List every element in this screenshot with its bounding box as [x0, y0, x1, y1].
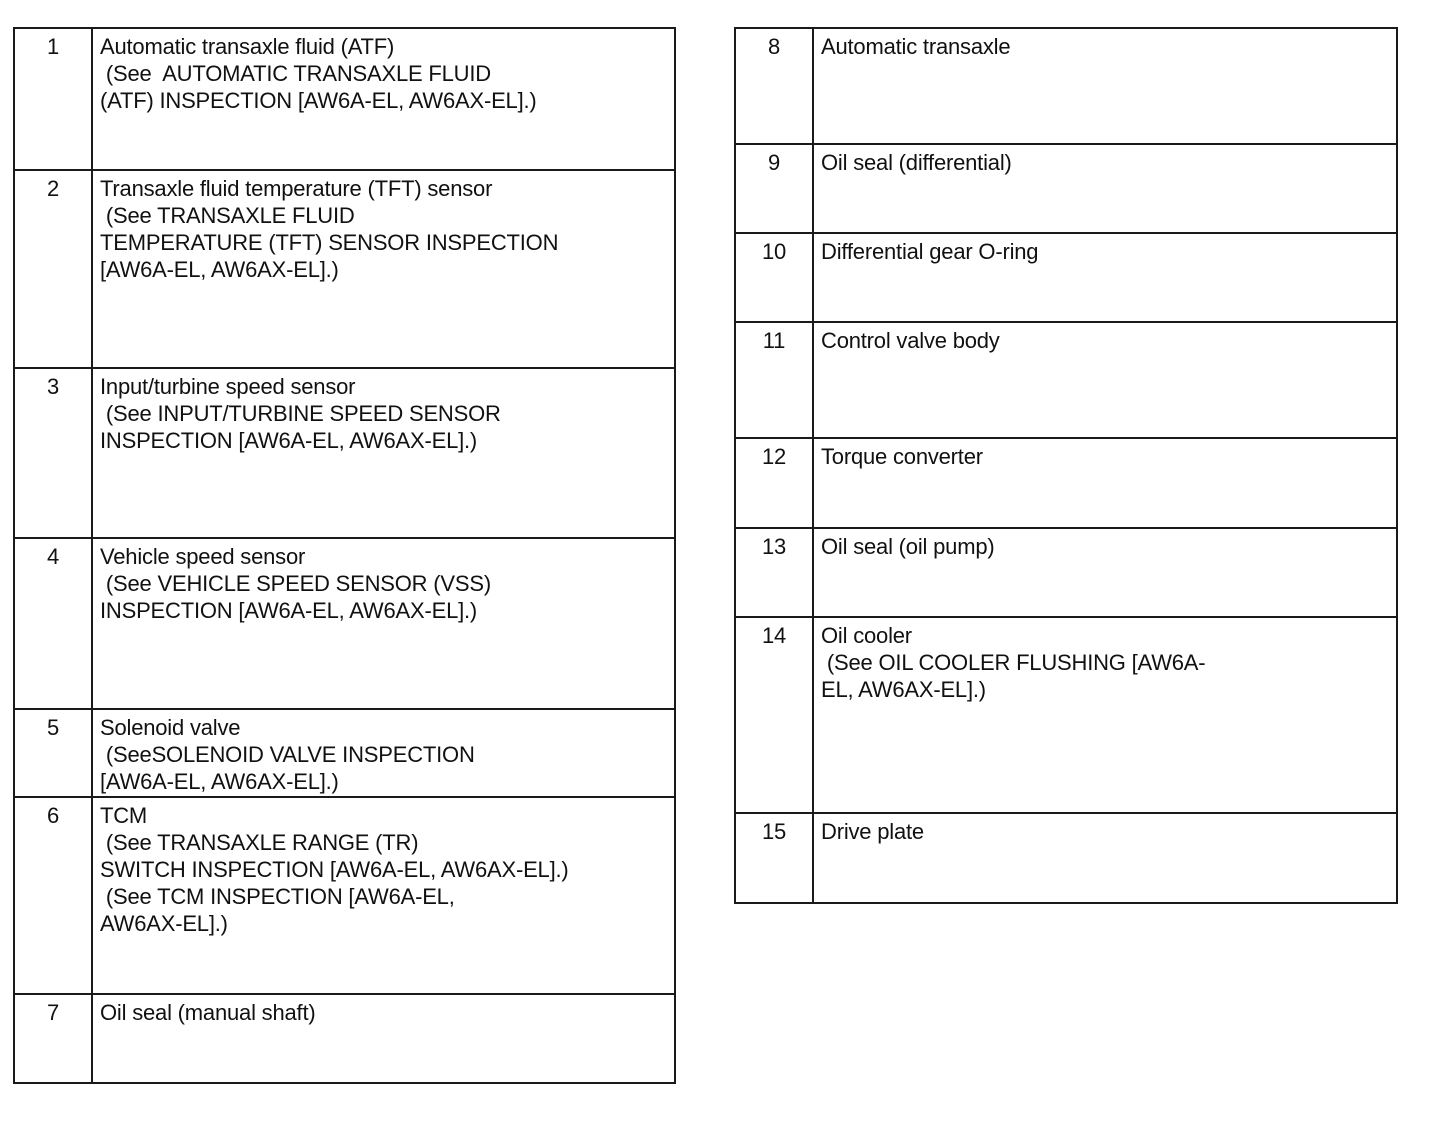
- item-description: [813, 528, 1397, 617]
- item-description: [92, 368, 675, 538]
- description-line: (See VEHICLE SPEED SENSOR (VSS): [100, 571, 491, 596]
- table-row: [14, 368, 675, 538]
- table-row: [735, 233, 1397, 322]
- item-description: [813, 617, 1397, 813]
- item-description: [92, 538, 675, 709]
- description-line: EL, AW6AX-EL].): [821, 677, 986, 702]
- item-number: 15: [735, 813, 813, 903]
- table-row: [735, 144, 1397, 233]
- description-line: (See TCM INSPECTION [AW6A-EL,: [100, 884, 455, 909]
- item-description: [813, 813, 1397, 903]
- description-line: (See OIL COOLER FLUSHING [AW6A-: [821, 650, 1206, 675]
- description-line: Input/turbine speed sensor: [100, 374, 356, 399]
- description-line: (See AUTOMATIC TRANSAXLE FLUID: [100, 61, 491, 86]
- item-number: 2: [14, 170, 92, 368]
- item-description: [92, 797, 675, 994]
- description-line: (ATF) INSPECTION [AW6A-EL, AW6AX-EL].): [100, 88, 537, 113]
- item-number: 12: [735, 438, 813, 528]
- item-description: [813, 144, 1397, 233]
- description-line: (See INPUT/TURBINE SPEED SENSOR: [100, 401, 501, 426]
- item-number: 8: [735, 28, 813, 144]
- item-number: 9: [735, 144, 813, 233]
- description-line: Oil seal (oil pump): [821, 534, 995, 559]
- table-row: [735, 438, 1397, 528]
- description-line: Oil seal (differential): [821, 150, 1012, 175]
- description-line: Automatic transaxle: [821, 34, 1011, 59]
- item-number: 4: [14, 538, 92, 709]
- item-description: [92, 28, 675, 170]
- item-number: 11: [735, 322, 813, 438]
- table-row: [14, 797, 675, 994]
- item-description: [813, 233, 1397, 322]
- description-line: (SeeSOLENOID VALVE INSPECTION: [100, 742, 475, 767]
- item-number: 5: [14, 709, 92, 797]
- item-description: [813, 322, 1397, 438]
- description-line: Torque converter: [821, 444, 983, 469]
- description-line: [AW6A-EL, AW6AX-EL].): [100, 769, 339, 794]
- description-line: Oil seal (manual shaft): [100, 1000, 316, 1025]
- table-row: [14, 709, 675, 797]
- parts-table-left: [13, 27, 676, 1084]
- description-line: INSPECTION [AW6A-EL, AW6AX-EL].): [100, 598, 478, 623]
- item-description: [92, 170, 675, 368]
- description-line: Control valve body: [821, 328, 1000, 353]
- table-row: [14, 170, 675, 368]
- table-row: [14, 538, 675, 709]
- description-line: [AW6A-EL, AW6AX-EL].): [100, 257, 339, 282]
- item-description: [92, 994, 675, 1083]
- description-line: TCM: [100, 803, 148, 828]
- item-description: [813, 28, 1397, 144]
- description-line: Automatic transaxle fluid (ATF): [100, 34, 395, 59]
- description-line: Vehicle speed sensor: [100, 544, 306, 569]
- description-line: (See TRANSAXLE RANGE (TR): [100, 830, 419, 855]
- item-number: 6: [14, 797, 92, 994]
- item-number: 1: [14, 28, 92, 170]
- description-line: SWITCH INSPECTION [AW6A-EL, AW6AX-EL].): [100, 857, 569, 882]
- description-line: INSPECTION [AW6A-EL, AW6AX-EL].): [100, 428, 478, 453]
- item-number: 7: [14, 994, 92, 1083]
- description-line: AW6AX-EL].): [100, 911, 228, 936]
- table-row: [14, 28, 675, 170]
- item-number: 13: [735, 528, 813, 617]
- description-line: Transaxle fluid temperature (TFT) sensor: [100, 176, 493, 201]
- table-row: [735, 322, 1397, 438]
- item-number: 3: [14, 368, 92, 538]
- description-line: Differential gear O-ring: [821, 239, 1039, 264]
- item-number: 14: [735, 617, 813, 813]
- table-row: [735, 28, 1397, 144]
- table-row: [14, 994, 675, 1083]
- table-row: [735, 813, 1397, 903]
- item-description: [92, 709, 675, 797]
- description-line: Oil cooler: [821, 623, 912, 648]
- description-line: (See TRANSAXLE FLUID: [100, 203, 355, 228]
- item-number: 10: [735, 233, 813, 322]
- description-line: Drive plate: [821, 819, 924, 844]
- description-line: TEMPERATURE (TFT) SENSOR INSPECTION: [100, 230, 559, 255]
- table-row: [735, 528, 1397, 617]
- item-description: [813, 438, 1397, 528]
- table-row: [735, 617, 1397, 813]
- parts-table-right: [734, 27, 1398, 904]
- description-line: Solenoid valve: [100, 715, 241, 740]
